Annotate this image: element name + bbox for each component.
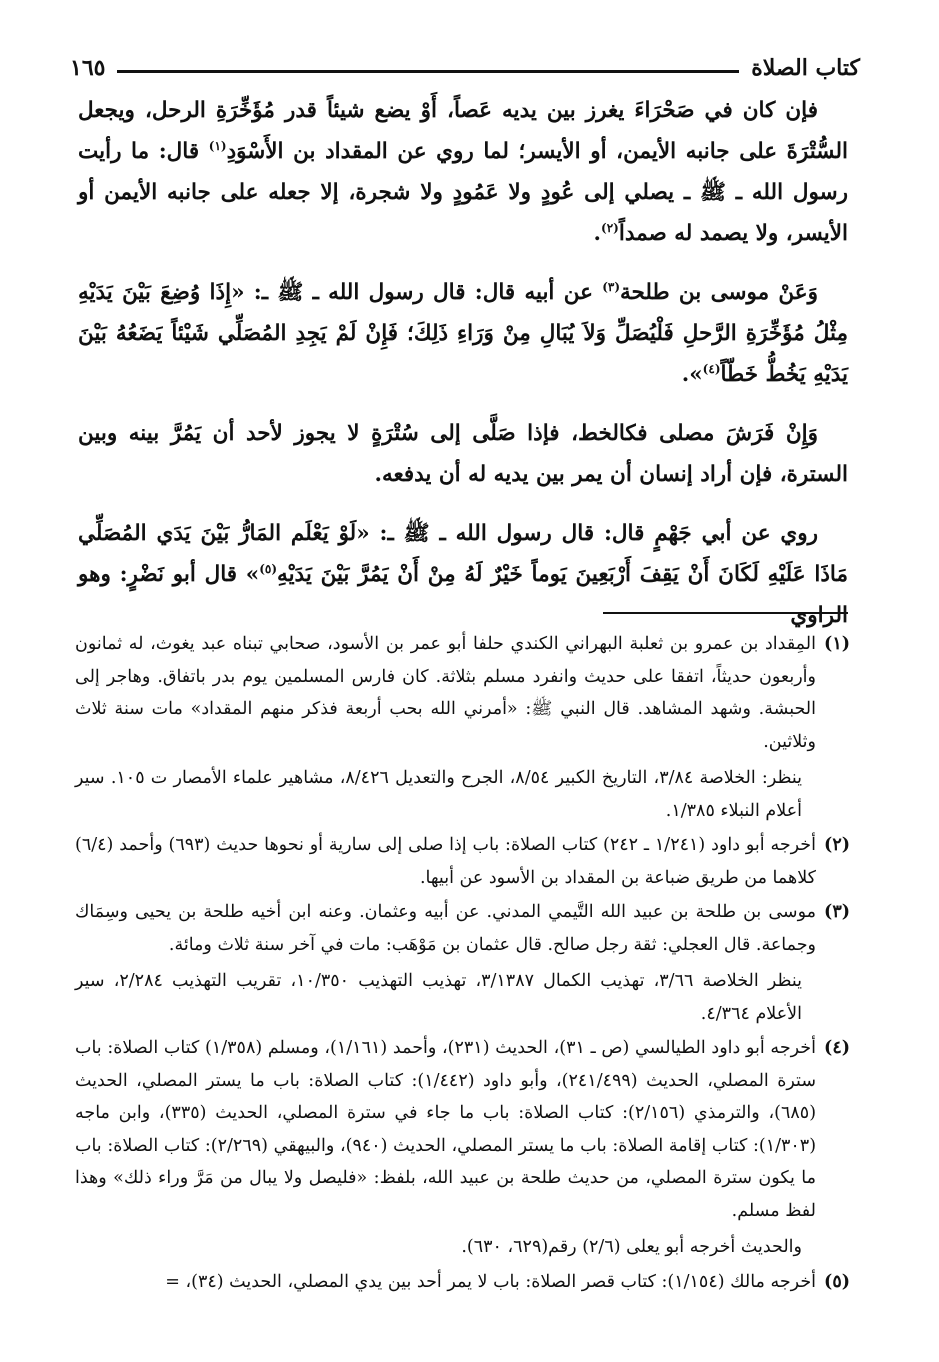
paragraph (78, 90, 848, 254)
paragraph-end: ». (681, 362, 703, 387)
paragraph-text: روي عن أبي جَهْمٍ قال: قال رسول الله ـ ﷺ ـ: «لَوْ يَعْلَم المَارُّ بَيْنَ يَدَي المُصَلِّي مَاذَا عَلَيْهِ لَكَانَ أَنْ يَقِفَ أَرْبَعِينَ يَوماً خَيْرٌ لَهُ مِنْ أَنْ يَمُرَّ بَيْنَ يَدَيْهِ (78, 521, 848, 587)
footnote-references: والحديث أخرجه أبو يعلى (٢/٦) رقم(٦٢٩، ٦٣٠). (461, 1237, 802, 1257)
footnote (75, 1032, 850, 1264)
footnote-number: (٢) (824, 835, 850, 855)
page-number: ١٦٥ (70, 55, 106, 81)
footnote (75, 829, 850, 894)
footnote-number: (٣) (824, 902, 850, 922)
footnote-ref[interactable]: (٣) (602, 279, 621, 294)
footnote-ref[interactable]: (٤) (702, 361, 721, 376)
paragraph-text: وَعَنْ موسى بن طلحة (620, 280, 818, 305)
main-text (78, 90, 848, 654)
footnote-ref[interactable]: (١) (208, 138, 227, 153)
footnotes (75, 628, 850, 1300)
running-title: كتاب الصلاة (751, 55, 860, 81)
paragraph-text: فإن كان في صَحْرَاءَ يغرز بين يديه عَصاً، أَوْ يضع شيئاً قدر مُؤَخِّرَةِ الرحل، ويجعل السُّتْرَةَ على جانبه الأيمن، أو الأيسر؛ لما روي عن المقداد بن الأَسْوَدِ (78, 98, 848, 164)
footnote-text: أخرجه أبو داود (١/٢٤١ ـ ٢٤٢) كتاب الصلاة: باب إذا صلى إلى سارية أو نحوها حديث (٦٩٣) وأحمد (٦/٤) كلاهما من طريق ضباعة بن المقداد بن الأسود عن أبيها. (75, 835, 816, 888)
footnote-references: ينظر الخلاصة ٣/٦٦، تهذيب الكمال ٣/١٣٨٧، تهذيب التهذيب ١٠/٣٥٠، تقريب التهذيب ٢/٢٨٤، سير الأعلام ٤/٣٦٤. (75, 971, 803, 1024)
footnote (75, 628, 850, 827)
paragraph (78, 513, 848, 636)
paragraph (78, 272, 848, 395)
paragraph-text: » قال أبو نَضْرٍ: وهو الراوي (78, 562, 848, 628)
footnote (75, 1266, 850, 1299)
footnote-text: موسى بن طلحة بن عبيد الله التَّيمي المدني. عن أبيه وعثمان. وعنه ابن أخيه طلحة بن يحيى وسِمَاك وجماعة. قال العجلي: ثقة رجل صالح. قال عثمان بن مَوْهَب: مات في آخر سنة ثلاث ومائة. (75, 902, 816, 955)
footnote (75, 896, 850, 1030)
footnote-text: أخرجه مالك (١/١٥٤): كتاب قصر الصلاة: باب لا يمر أحد بين يدي المصلي، الحديث (٣٤)، = (165, 1271, 816, 1292)
footnote-ref[interactable]: (٥) (259, 561, 278, 576)
paragraph-text: عن أبيه قال: قال رسول الله ـ ﷺ ـ: «إِذَا وُضِعَ بَيْنَ يَدَيْهِ مِثْلُ مُؤَخِّرَةِ الرَّحلِ فَلْيُصَلِّ وَلاَ يُبَالِ مِنْ وَرَاءِ ذَلِكَ؛ فَإِنْ لَمْ يَجِدِ المُصَلِّي شَيْئاً يَضَعُهُ بَيْنَ يَدَيْهِ يَخُطُّ خَطّاً (78, 280, 848, 387)
paragraph (78, 413, 848, 495)
page-header (70, 48, 860, 88)
footnote-number: (٤) (824, 1038, 850, 1058)
footnote-text: أخرجه أبو داود الطيالسي (ص ـ ٣١)، الحديث (٢٣١)، وأحمد (١/١٦١)، ومسلم (١/٣٥٨) كتاب الصلاة: باب سترة المصلي، الحديث (٢٤١/٤٩٩)، وأبو داود (١/٤٤٢): كتاب الصلاة: باب ما يستر المصلي، الحديث (٦٨٥)، والترمذي (٢/١٥٦): كتاب الصلاة: باب ما جاء في سترة المصلي، الحديث (٣٣٥)، وابن ماجه (١/٣٠٣): كتاب إقامة الصلاة: باب ما يستر المصلي، الحديث (٩٤٠)، والبيهقي (٢/٢٦٩): كتاب الصلاة: باب ما يكون سترة المصلي، من حديث طلحة بن عبيد الله، بلفظ: «فليصل ولا يبال من مَرَّ وراء ذلك» وهذا لفظ مسلم. (75, 1038, 817, 1221)
footnote-number: (١) (824, 634, 850, 654)
footnote-number: (٥) (824, 1271, 850, 1292)
footnote-text: المِقداد بن عمرو بن ثعلبة البهراني الكندي حلفا أبو عمر بن الأسود، صحابي تبناه عبد يغوث، له ثمانون وأربعون حديثاً، اتفقا على حديث وانفرد مسلم بثلاثة. كان فارس المسلمين يوم بدر باتفاق. وهاجر إلى الحبشة. وشهد المشاهد. قال النبي ﷺ: «أمرني الله بحب أربعة فذكر منهم المقداد» مات سنة ثلاث وثلاثين. (75, 634, 816, 752)
paragraph-text: وَإِنْ فَرَشَ مصلى فكالخط، فإذا صَلَّى إلى سُتْرَةٍ لا يجوز لأحد أن يَمُرَّ بينه وبين السترة، فإن أراد إنسان أن يمر بين يديه له أن يدفعه. (78, 421, 848, 487)
paragraph-end: . (593, 221, 602, 246)
footnote-references: ينظر: الخلاصة ٣/٨٤، التاريخ الكبير ٨/٥٤، الجرح والتعديل ٨/٤٢٦، مشاهير علماء الأمصار ت ١٠٥. سير أعلام النبلاء ١/٣٨٥. (75, 768, 802, 821)
footnote-ref[interactable]: (٢) (601, 220, 619, 235)
footnote-separator (603, 612, 848, 614)
header-rule (117, 70, 739, 73)
paragraph-text: قال: ما رأيت رسول الله ـ ﷺ ـ يصلي إلى عُودٍ ولا عَمُودٍ ولا شجرة، إلا جعله على جانبه الأيمن أو الأيسر، ولا يصمد له صمداً (78, 139, 848, 246)
